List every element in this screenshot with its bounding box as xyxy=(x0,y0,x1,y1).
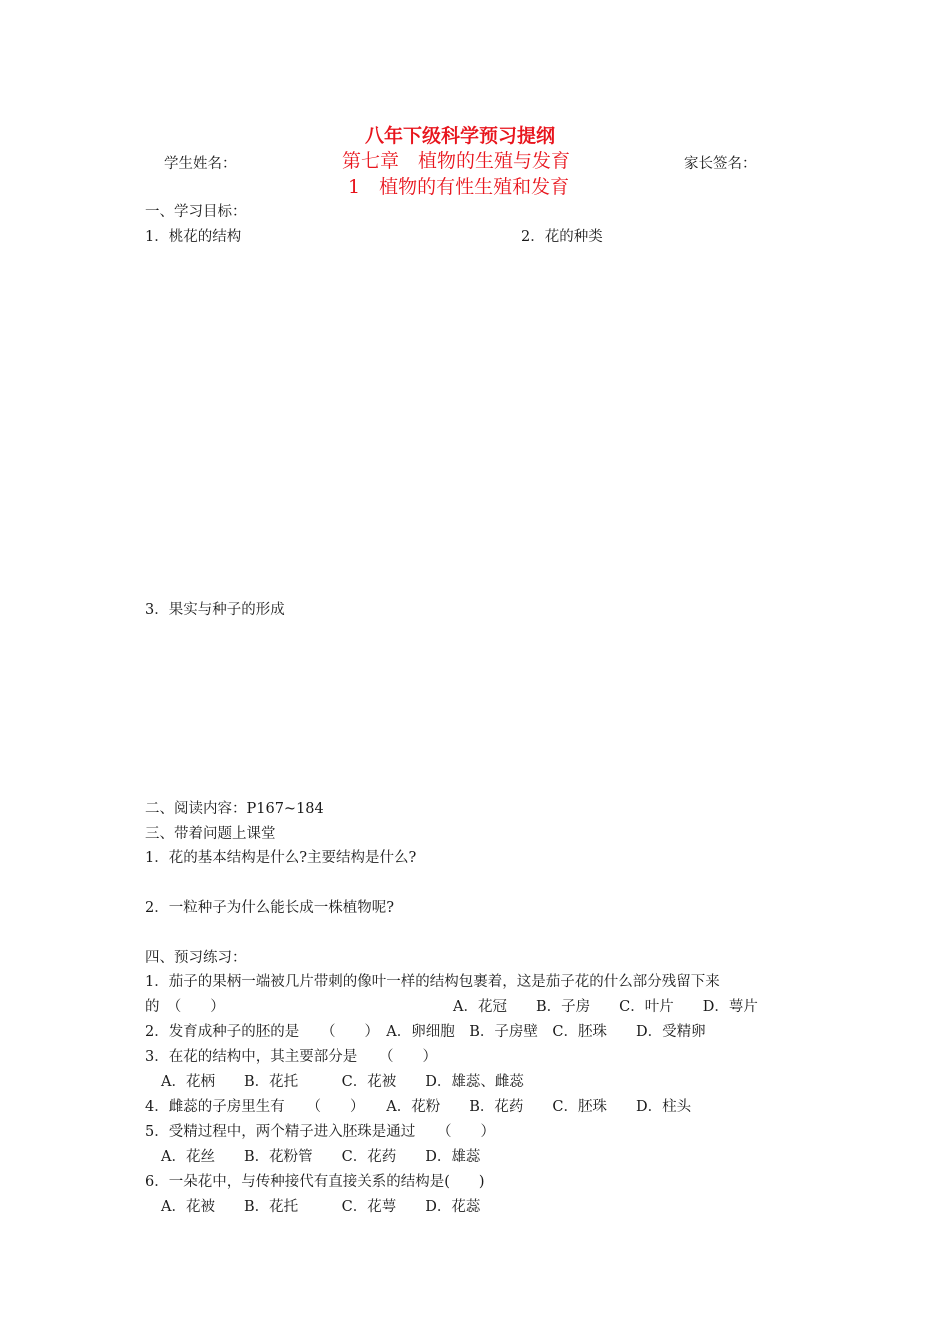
student-name-label: 学生姓名： xyxy=(164,156,237,172)
practice-5-stem: 5．受精过程中，两个精子进入胚珠是通过 （ ） xyxy=(145,1124,495,1140)
section-title: 1 植物的有性生殖和发育 xyxy=(348,176,570,198)
parent-sign-label: 家长签名： xyxy=(684,156,757,172)
practice-1-line1: 1．茄子的果柄一端被几片带刺的像叶一样的结构包裹着，这是茄子花的什么部分残留下来 xyxy=(145,974,720,990)
goal-item-2: 2．花的种类 xyxy=(521,229,603,245)
practice-3-options: A．花柄 B．花托 C．花被 D．雄蕊、雌蕊 xyxy=(161,1074,524,1090)
reading-heading: 二、阅读内容：P167~184 xyxy=(145,801,324,817)
practice-3-stem: 3．在花的结构中，其主要部分是 （ ） xyxy=(145,1049,437,1065)
practice-6-options: A．花被 B．花托 C．花萼 D．花蕊 xyxy=(161,1199,481,1215)
practice-6-stem: 6．一朵花中，与传种接代有直接关系的结构是( ) xyxy=(145,1174,485,1190)
goal-item-1: 1．桃花的结构 xyxy=(145,229,242,245)
practice-1-line2: 的 （ ） xyxy=(145,999,225,1015)
chapter-title: 第七章 植物的生殖与发育 xyxy=(342,150,571,172)
practice-1-options: A．花冠 B．子房 C．叶片 D．萼片 xyxy=(453,999,758,1015)
practice-5-options: A．花丝 B．花粉管 C．花药 D．雄蕊 xyxy=(161,1149,481,1165)
practice-4: 4．雌蕊的子房里生有 （ ） A．花粉 B．花药 C．胚珠 D．柱头 xyxy=(145,1099,692,1115)
main-title: 八年下级科学预习提纲 xyxy=(365,125,556,147)
goals-heading: 一、学习目标： xyxy=(145,204,247,220)
goal-item-3: 3．果实与种子的形成 xyxy=(145,602,285,618)
questions-heading: 三、带着问题上课堂 xyxy=(145,826,276,842)
practice-heading: 四、预习练习： xyxy=(145,950,247,966)
question-1: 1．花的基本结构是什么?主要结构是什么? xyxy=(145,850,417,866)
practice-2: 2．发育成种子的胚的是 （ ） A．卵细胞 B．子房壁 C．胚珠 D．受精卵 xyxy=(145,1024,706,1040)
question-2: 2．一粒种子为什么能长成一株植物呢? xyxy=(145,900,394,916)
